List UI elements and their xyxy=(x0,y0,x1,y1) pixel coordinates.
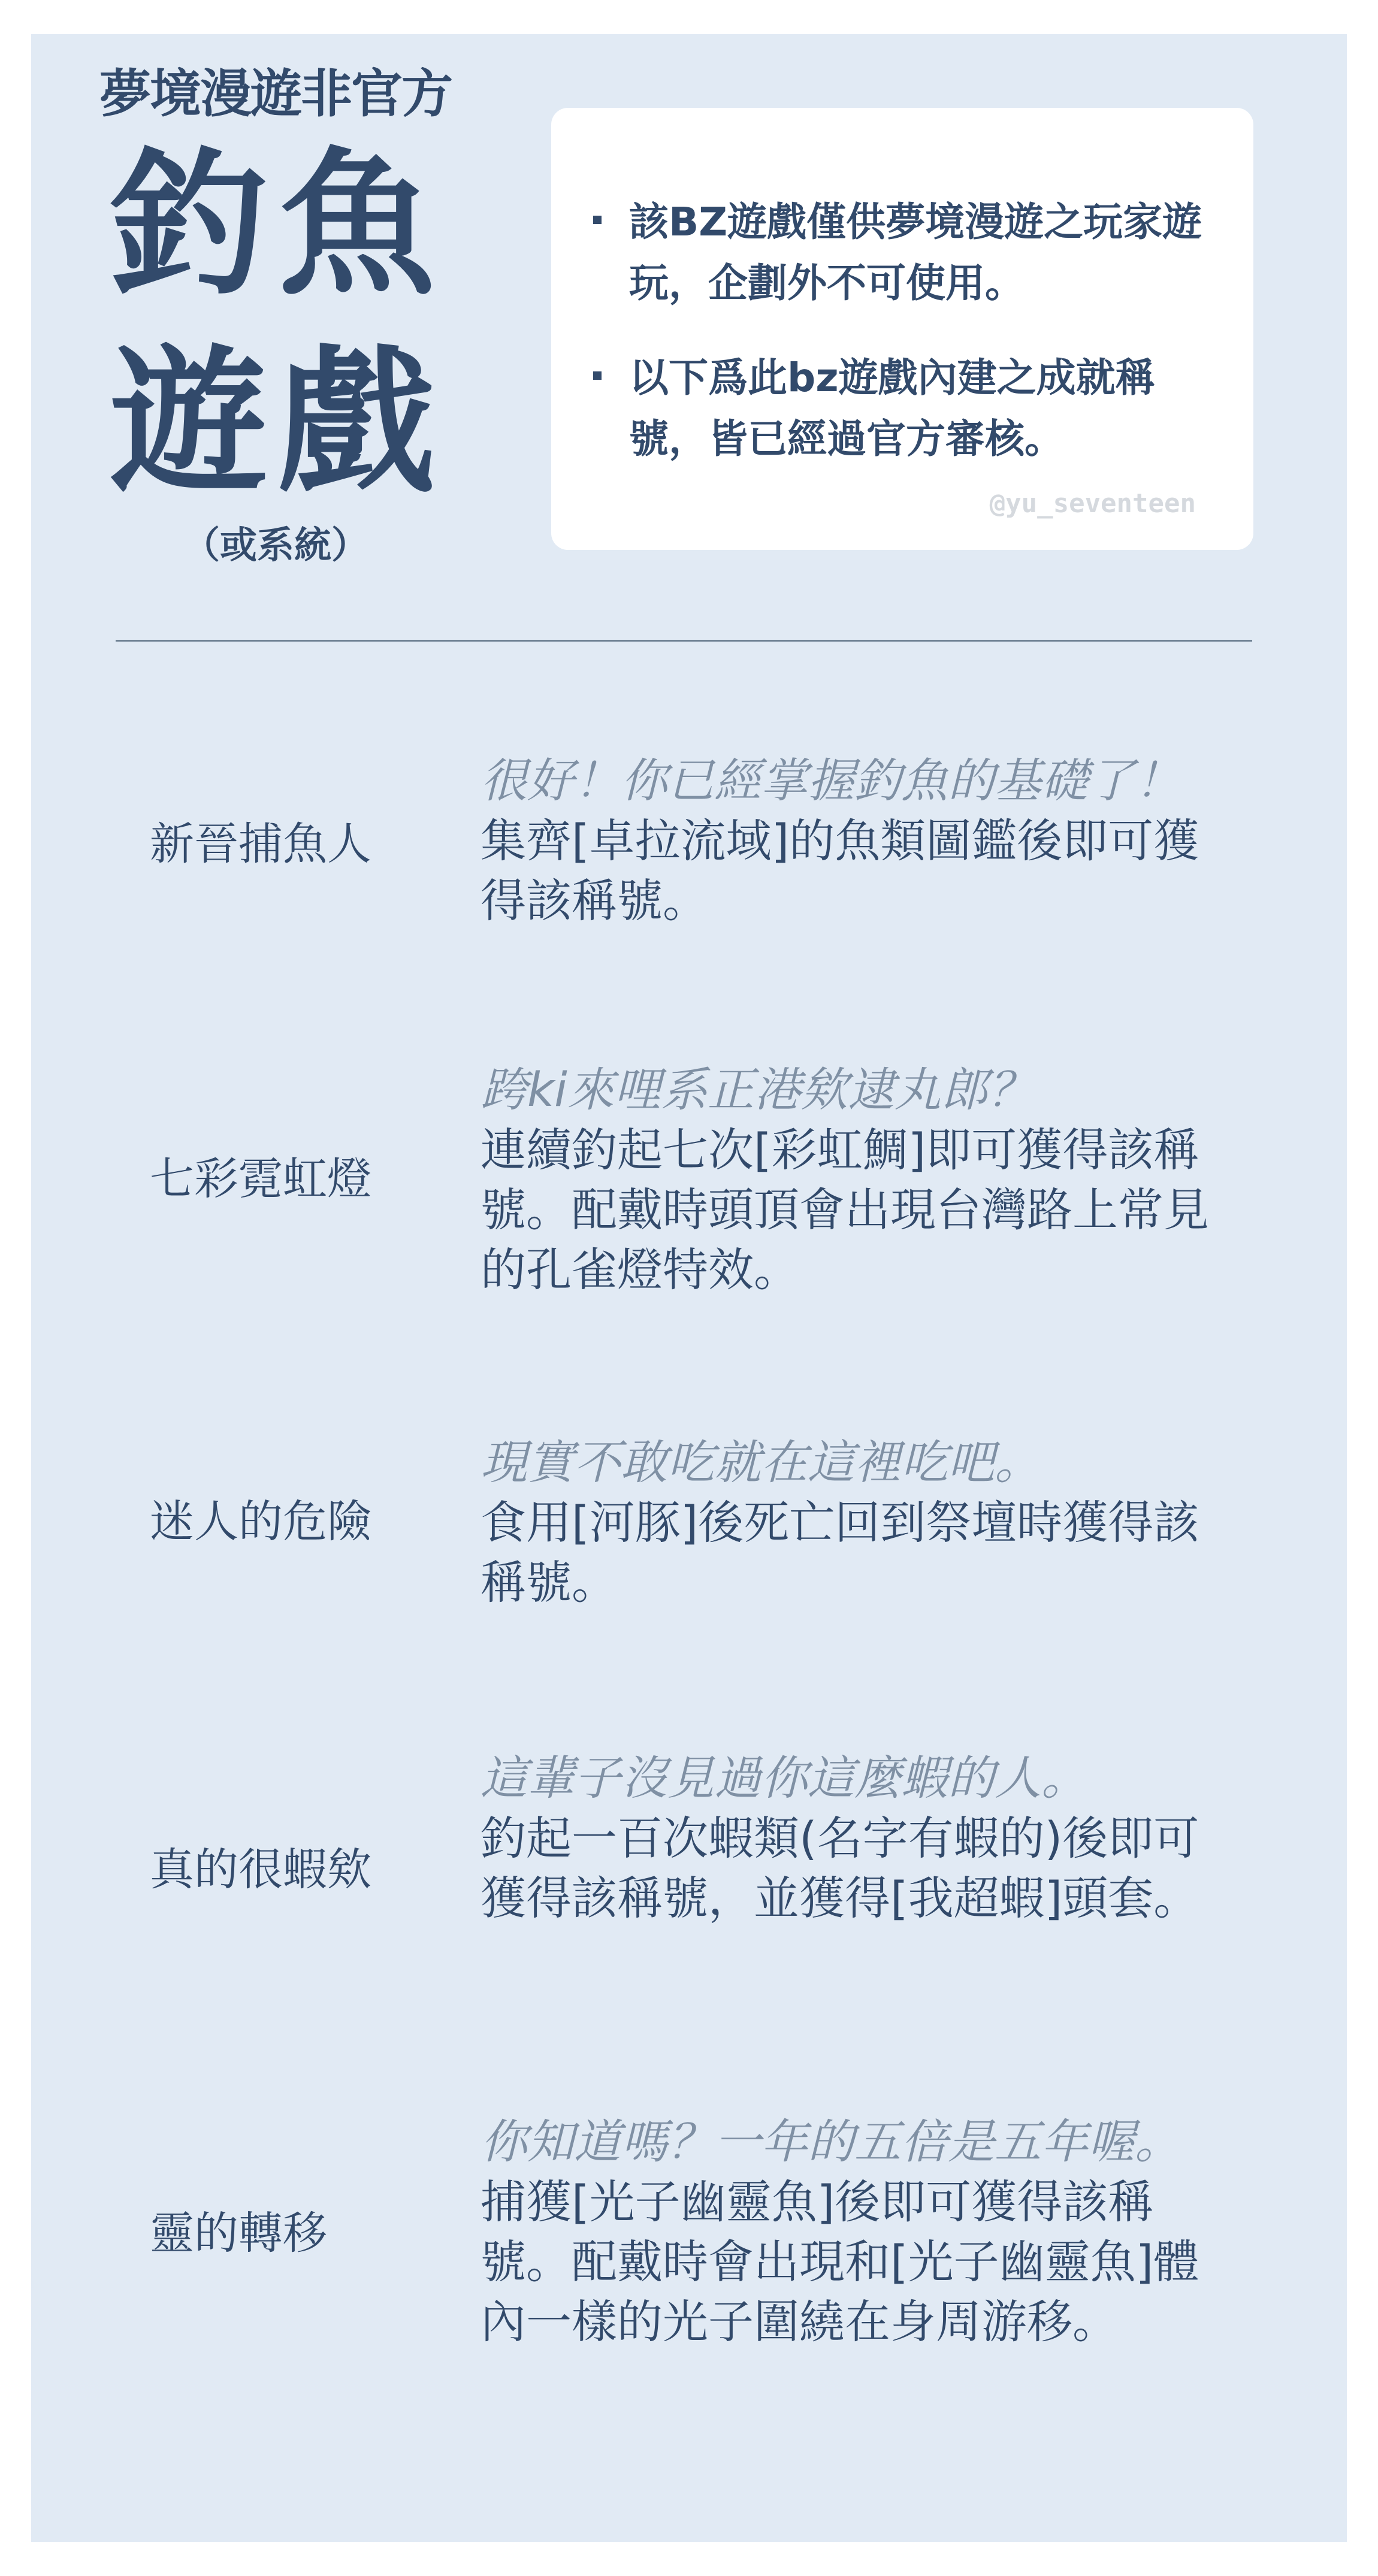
achievement-quote: 現實不敢吃就在這裡吃吧。 xyxy=(481,1436,1042,1490)
achievement-description: 集齊[卓拉流域]的魚類圖鑑後即可獲得該稱號。 xyxy=(481,814,1199,927)
author-credit: @yu_seventeen xyxy=(989,488,1196,519)
achievement-details xyxy=(481,1433,1259,1613)
info-item-text: 該BZ遊戲僅供夢境漫遊之玩家遊玩，企劃外不可使用。 xyxy=(629,199,1202,306)
title-line-1: 釣魚 xyxy=(110,133,446,316)
title-subheading: 夢境漫遊非官方 xyxy=(99,64,452,124)
achievement-name: 真的很蝦欸 xyxy=(150,1844,371,1895)
info-item xyxy=(593,192,1217,314)
title-parenthetical: （或系統） xyxy=(182,522,368,567)
achievement-description: 食用[河豚]後死亡回到祭壇時獲得該稱號。 xyxy=(481,1496,1199,1609)
achievement-quote: 很好！你已經掌握釣魚的基礎了！ xyxy=(481,754,1182,808)
achievement-description: 釣起一百次蝦類(名字有蝦的)後即可獲得該稱號，並獲得[我超蝦]頭套。 xyxy=(481,1812,1199,1925)
achievement-description: 捕獲[光子幽靈魚]後即可獲得該稱號。配戴時會出現和[光子幽靈魚]體內一樣的光子圍繞在身周游移。 xyxy=(481,2175,1199,2348)
achievement-details xyxy=(481,2112,1259,2352)
achievement-name: 靈的轉移 xyxy=(150,2208,327,2259)
achievement-quote: 這輩子沒見過你這麼蝦的人。 xyxy=(481,1752,1089,1806)
achievement-details xyxy=(481,1060,1259,1300)
title-line-2: 遊戲 xyxy=(110,331,446,514)
info-item-text: 以下爲此bz遊戲內建之成就稱號，皆已經過官方審核。 xyxy=(629,355,1155,462)
achievement-details xyxy=(481,751,1259,931)
achievement-quote: 你知道嗎？一年的五倍是五年喔。 xyxy=(481,2115,1182,2169)
bullet-icon xyxy=(593,371,602,380)
achievement-name: 新晉捕魚人 xyxy=(150,818,371,870)
achievement-details xyxy=(481,1749,1259,1928)
achievement-name: 七彩霓虹燈 xyxy=(150,1153,371,1205)
divider xyxy=(116,640,1252,642)
achievement-quote: 跨ki來哩系正港欸逮丸郎？ xyxy=(481,1063,1035,1117)
info-card xyxy=(551,108,1253,550)
achievement-description: 連續釣起七次[彩虹鯛]即可獲得該稱號。配戴時頭頂會出現台灣路上常見的孔雀燈特效。 xyxy=(481,1123,1209,1296)
bullet-icon xyxy=(593,216,602,224)
achievement-name: 迷人的危險 xyxy=(150,1496,371,1547)
title-block xyxy=(84,66,467,567)
info-item xyxy=(593,347,1217,470)
